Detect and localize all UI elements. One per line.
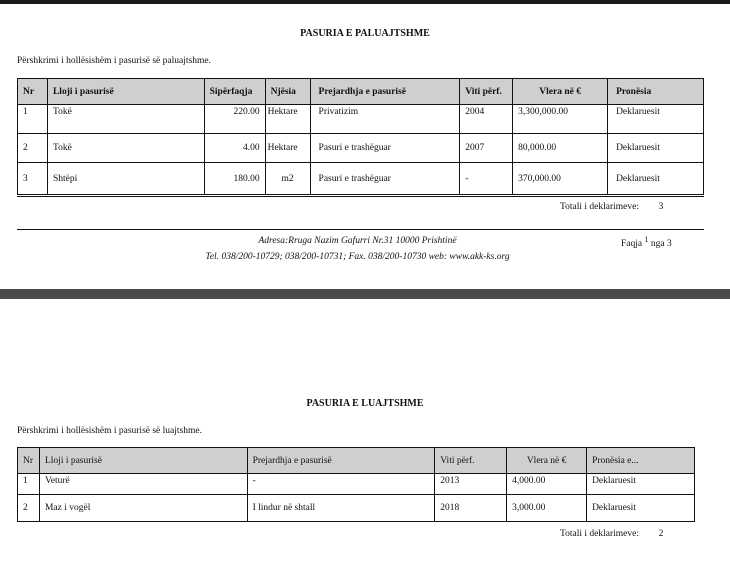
header-viti: Viti përf. [460,79,513,105]
cell-njesia: Hektare [265,134,310,163]
header-pronesia: Pronësia [608,79,704,105]
page-indicator [621,235,672,249]
cell-vlera: 3,300,000.00 [513,105,608,134]
cell-prejardhja: Pasuri e trashëguar [310,134,460,163]
footer-address: Adresa:Rruga Nazim Gafurri Nr.31 10000 Prishtinë [258,236,457,246]
cell-viti: 2013 [435,474,507,495]
cell-siperfaqja: 4.00 [204,134,265,163]
header-prejardhja: Prejardhja e pasurisë [310,79,460,105]
page-total: 3 [666,239,672,250]
total-label: Totali i deklarimeve: [560,202,640,212]
total-declarations-movable [560,529,663,539]
cell-pronesia: Deklaruesit [587,474,695,495]
cell-siperfaqja: 180.00 [204,163,265,195]
page-current: 1 [644,235,649,244]
header-siperfaqja: Sipërfaqja [204,79,265,105]
table-row [18,474,695,495]
table-row [18,495,695,522]
cell-lloji: Tokë [47,105,204,134]
cell-siperfaqja: 220.00 [204,105,265,134]
header-nr: Nr [18,79,48,105]
cell-lloji: Maz i vogël [39,495,247,522]
cell-vlera: 4,000.00 [507,474,587,495]
table-header-row [18,79,704,105]
table-row [18,134,704,163]
page-top-rule [0,0,730,4]
page-separator [0,289,730,299]
cell-pronesia: Deklaruesit [587,495,695,522]
cell-nr: 1 [18,474,40,495]
footer-rule [17,229,704,230]
header-pronesia: Pronësia e... [587,448,695,474]
total-value: 3 [658,202,664,212]
cell-pronesia: Deklaruesit [608,105,704,134]
cell-viti: 2018 [435,495,507,522]
header-viti: Viti përf. [435,448,507,474]
header-vlera: Vlera në € [513,79,608,105]
total-value: 2 [658,529,664,539]
page-sep: nga [650,239,665,250]
cell-prejardhja: - [247,474,435,495]
total-label: Totali i deklarimeve: [560,529,640,539]
cell-viti: - [460,163,513,195]
cell-vlera: 3,000.00 [507,495,587,522]
header-lloji: Lloji i pasurisë [47,79,204,105]
table-row [18,163,704,195]
cell-nr: 1 [18,105,48,134]
table-header-row [18,448,695,474]
cell-viti: 2004 [460,105,513,134]
cell-vlera: 80,000.00 [513,134,608,163]
section-title-immovable: PASURIA E PALUAJTSHME [300,28,430,39]
movable-property-table [17,447,695,522]
table-bottom-rule [17,196,704,197]
cell-lloji: Tokë [47,134,204,163]
page-label: Faqja [621,239,643,250]
cell-njesia: m2 [265,163,310,195]
cell-prejardhja: Privatizim [310,105,460,134]
header-nr: Nr [18,448,40,474]
cell-pronesia: Deklaruesit [608,134,704,163]
header-prejardhja: Prejardhja e pasurisë [247,448,435,474]
cell-njesia: Hektare [265,105,310,134]
immovable-property-table [17,78,704,195]
cell-lloji: Shtëpi [47,163,204,195]
section-description-immovable: Përshkrimi i hollësishëm i pasurisë së paluajtshme. [17,56,211,66]
cell-nr: 2 [18,495,40,522]
section-title-movable: PASURIA E LUAJTSHME [306,398,424,409]
cell-prejardhja: I lindur në shtall [247,495,435,522]
cell-lloji: Veturë [39,474,247,495]
header-njesia: Njësia [265,79,310,105]
header-lloji: Lloji i pasurisë [39,448,247,474]
footer-contacts: Tel. 038/200-10729; 038/200-10731; Fax. 038/200-10730 web: www.akk-ks.org [205,252,510,262]
section-description-movable: Përshkrimi i hollësishëm i pasurisë së luajtshme. [17,426,202,436]
cell-pronesia: Deklaruesit [608,163,704,195]
cell-vlera: 370,000.00 [513,163,608,195]
cell-viti: 2007 [460,134,513,163]
cell-nr: 2 [18,134,48,163]
header-vlera: Vlera në € [507,448,587,474]
total-declarations-immovable [560,202,663,212]
cell-prejardhja: Pasuri e trashëguar [310,163,460,195]
cell-nr: 3 [18,163,48,195]
table-row [18,105,704,134]
